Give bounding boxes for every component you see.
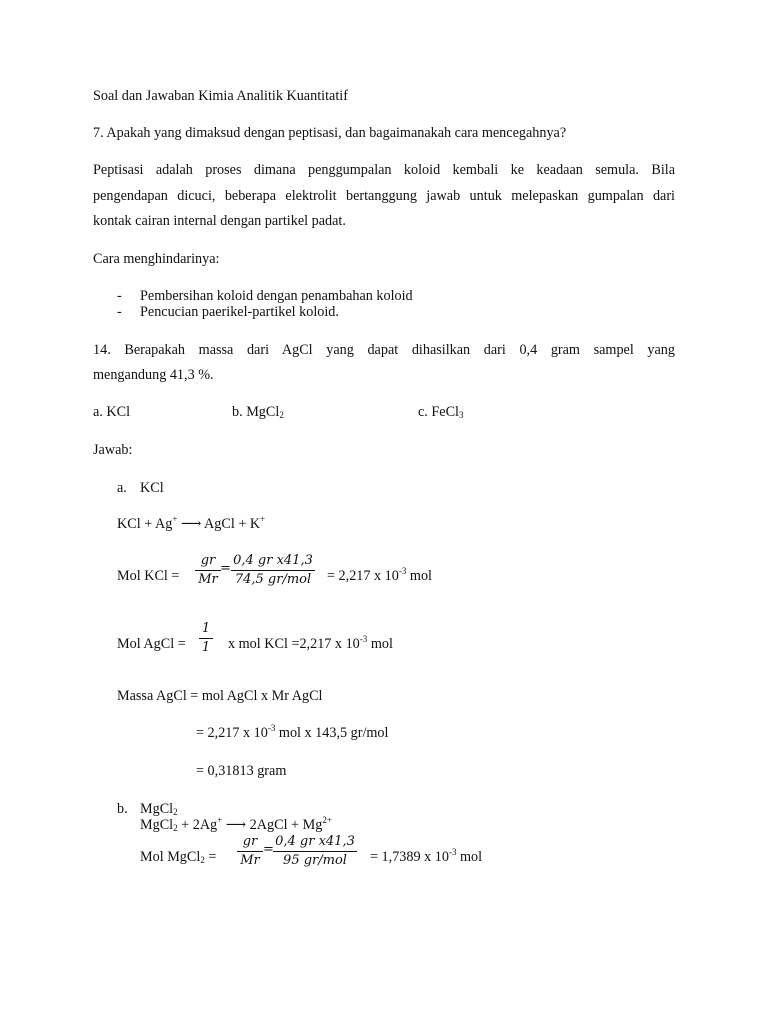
mol-kcl-label: Mol KCl = [117, 568, 180, 584]
paragraph-line: pengendapan dicuci, beberapa elektrolit bertanggung jawab untuk melepaskan gumpalan dari [93, 188, 675, 204]
massa-line-2: = 2,217 x $10^{-3}$ mol x 143,5 gr/mol [196, 723, 389, 741]
option-c: c. FeCl$_3$ [418, 404, 464, 420]
fraction-kcl-calc: 0,4 gr x41,3 74,5 gr/mol [231, 553, 315, 589]
part-a-heading: KCl [140, 480, 164, 496]
fraction-gr-mr: gr Mr [237, 834, 263, 870]
part-b-heading: MgCl$_2$ [140, 801, 178, 817]
question-7: 7. Apakah yang dimaksud dengan peptisasi, dan bagaimanakah cara mencegahnya? [93, 125, 567, 141]
reaction-kcl: KCl + Ag+ ⟶ AgCl + K+ [117, 514, 266, 532]
mol-mgcl2-result: = 1,7389 x $10^{-3}$ mol [370, 847, 483, 865]
bullet-text: Pembersihan koloid dengan penambahan koloid [140, 288, 413, 304]
mol-mgcl2-label: Mol MgCl$_2$ = [140, 849, 217, 865]
fraction-gr-mr: gr Mr [195, 553, 221, 589]
bullet-marker: - [117, 304, 122, 320]
part-b-marker: b. [117, 801, 128, 817]
bullet-marker: - [117, 288, 122, 304]
fraction-one-one: 1 1 [199, 621, 213, 657]
option-b: b. MgCl$_2$ [232, 404, 284, 420]
document-title: Soal dan Jawaban Kimia Analitik Kuantitatif [93, 88, 348, 104]
mol-agcl-label: Mol AgCl = [117, 636, 186, 652]
equals-sign: = [220, 561, 231, 576]
reaction-mgcl2: MgCl$_2$ + 2Ag+ ⟶ 2AgCl + $Mg^{2+}$ [140, 815, 332, 833]
fraction-mgcl2-calc: 0,4 gr x41,3 95 gr/mol [273, 834, 357, 870]
equals-sign: = [263, 842, 274, 857]
prevent-heading: Cara menghindarinya: [93, 251, 220, 267]
massa-line-3: = 0,31813 gram [196, 763, 287, 779]
mol-agcl-result: x mol KCl =2,217 x $10^{-3}$ mol [228, 634, 393, 652]
answer-heading: Jawab: [93, 442, 133, 458]
massa-line-1: Massa AgCl = mol AgCl x Mr AgCl [117, 688, 323, 704]
paragraph-line: Peptisasi adalah proses dimana penggumpalan koloid kembali ke keadaan semula. Bila [93, 162, 675, 178]
question-line: mengandung 41,3 %. [93, 367, 214, 383]
option-a: a. KCl [93, 404, 131, 420]
paragraph-line: kontak cairan internal dengan partikel padat. [93, 213, 346, 229]
bullet-text: Pencucian paerikel-partikel koloid. [140, 304, 339, 320]
part-a-marker: a. [117, 480, 127, 496]
question-line: 14. Berapakah massa dari AgCl yang dapat dihasilkan dari 0,4 gram sampel yang [93, 342, 675, 358]
mol-kcl-result: = 2,217 x $10^{-3}$ mol [327, 566, 432, 584]
